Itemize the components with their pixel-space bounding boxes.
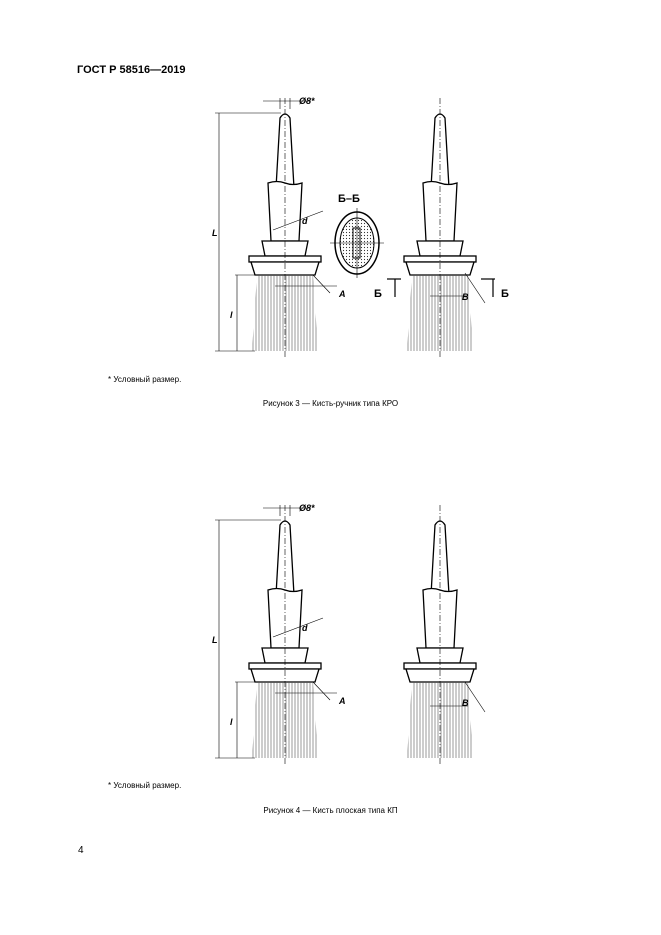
standard-header: ГОСТ Р 58516—2019: [77, 64, 186, 76]
figure4-front-view: [215, 505, 337, 765]
section-mark-left: Б: [374, 288, 382, 300]
figure3-front-view: [215, 98, 337, 358]
figure3-section-view: [330, 208, 384, 278]
fig3-L-label: L: [212, 228, 218, 238]
fig4-L-label: L: [212, 635, 218, 645]
fig4-footnote: * Условный размер.: [108, 781, 182, 790]
fig3-footnote: * Условный размер.: [108, 375, 182, 384]
page-number: 4: [78, 845, 84, 856]
fig3-B-label: В: [462, 292, 469, 302]
section-title: Б–Б: [338, 193, 360, 205]
section-mark-right: Б: [501, 288, 509, 300]
fig4-caption: Рисунок 4 — Кисть плоская типа КП: [263, 806, 398, 815]
fig3-l-label: l: [230, 310, 233, 320]
figure3-side-view: [404, 98, 485, 358]
fig3-A-label: A: [339, 289, 346, 299]
fig3-diameter-label: Ø8*: [299, 96, 315, 106]
fig4-diameter-label: Ø8*: [299, 503, 315, 513]
figure4-side-view: [404, 505, 485, 765]
fig4-l-label: l: [230, 717, 233, 727]
fig3-d-label: d: [302, 216, 308, 226]
fig4-B-label: В: [462, 698, 469, 708]
fig4-d-label: d: [302, 623, 308, 633]
fig3-caption: Рисунок 3 — Кисть-ручник типа КРО: [262, 399, 399, 408]
fig4-A-label: A: [339, 696, 346, 706]
